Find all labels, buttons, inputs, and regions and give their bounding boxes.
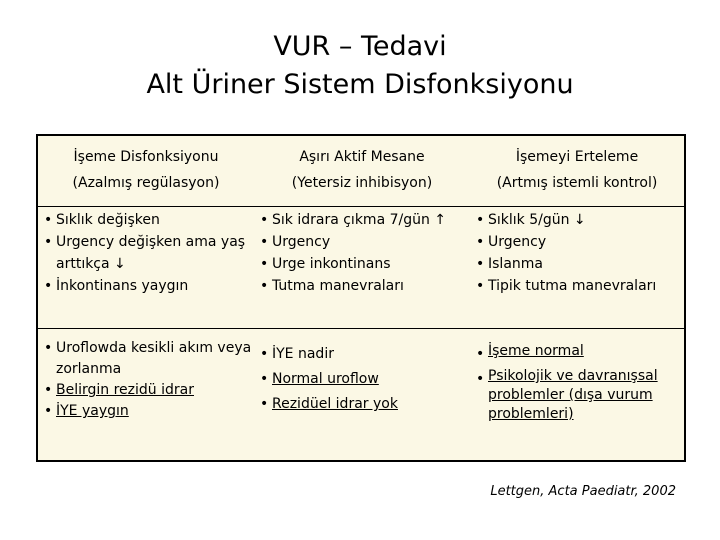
bullet: •: [44, 212, 53, 228]
header-voiding-dysfunction: [38, 136, 254, 206]
table-row-symptoms: [38, 206, 684, 329]
list-item: [44, 275, 254, 297]
list-item-text: Urgency: [272, 234, 331, 250]
bullet: •: [44, 382, 53, 398]
bullet: •: [44, 340, 53, 356]
list-item: [476, 342, 684, 367]
comparison-table: [36, 134, 686, 462]
slide-title: [0, 28, 720, 104]
header-overactive-bladder: [254, 136, 470, 206]
list-item-text: Urgency: [488, 234, 547, 250]
list-item-text: Rezidüel idrar yok: [272, 396, 398, 412]
list-item: [260, 392, 470, 417]
list-item: [260, 209, 470, 231]
table-row-findings: [38, 328, 684, 460]
list-item-text: Psikolojik ve davranışsal problemler (dışa vurum problemleri): [488, 368, 658, 422]
bullet: •: [260, 234, 269, 250]
list-item-text: Normal uroflow: [272, 371, 379, 387]
list-item: [44, 380, 254, 401]
cell-findings-col2: [254, 328, 470, 417]
list-item: [44, 231, 254, 275]
bullet: •: [476, 371, 485, 387]
header-voiding-postponement: [470, 136, 684, 206]
cell-symptoms-col1: [38, 206, 254, 297]
citation: Lettgen, Acta Paediatr, 2002: [490, 484, 676, 499]
list-item-text: İşeme normal: [488, 343, 584, 359]
header-title: İşeme Disfonksiyonu: [73, 149, 219, 165]
list-item-text: Tipik tutma manevraları: [488, 278, 657, 294]
header-title: İşemeyi Erteleme: [515, 149, 639, 165]
bullet: •: [476, 212, 485, 228]
list-item-text: Uroflowda kesikli akım veya zorlanma: [56, 340, 252, 377]
cell-findings-col1: [38, 328, 254, 422]
title-line-2: Alt Üriner Sistem Disfonksiyonu: [146, 69, 574, 100]
bullet: •: [260, 396, 269, 412]
header-subtitle: (Azalmış regülasyon): [72, 175, 220, 191]
list-item: [476, 275, 684, 297]
list-item-text: Islanma: [488, 256, 543, 272]
list-item-text: İYE yaygın: [56, 403, 129, 419]
bullet: •: [44, 403, 53, 419]
list-item: [476, 231, 684, 253]
bullet: •: [476, 346, 485, 362]
bullet: •: [44, 278, 53, 294]
list-item: [476, 253, 684, 275]
list-item: [260, 275, 470, 297]
bullet: •: [260, 212, 269, 228]
list-item-text: Belirgin rezidü idrar: [56, 382, 194, 398]
list-item-text: Urgency değişken ama yaş arttıkça ↓: [56, 234, 246, 272]
list-item-text: Tutma manevraları: [272, 278, 404, 294]
cell-symptoms-col3: [470, 206, 684, 297]
header-subtitle: (Artmış istemli kontrol): [496, 175, 658, 191]
list-item: [44, 401, 254, 422]
list-item: [44, 209, 254, 231]
list-item: [476, 209, 684, 231]
list-item-text: İnkontinans yaygın: [56, 278, 189, 294]
cell-symptoms-col2: [254, 206, 470, 297]
bullet: •: [476, 256, 485, 272]
bullet: •: [260, 278, 269, 294]
list-item-text: Sıklık 5/gün ↓: [488, 212, 586, 228]
list-item: [260, 253, 470, 275]
list-item-text: Sıklık değişken: [56, 212, 160, 228]
list-item: [260, 342, 470, 367]
list-item: [476, 367, 684, 424]
table-header-row: [38, 136, 684, 207]
bullet: •: [476, 278, 485, 294]
bullet: •: [260, 256, 269, 272]
list-item-text: İYE nadir: [272, 346, 334, 362]
bullet: •: [260, 371, 269, 387]
list-item-text: Urge inkontinans: [272, 256, 391, 272]
bullet: •: [260, 346, 269, 362]
cell-findings-col3: [470, 328, 684, 424]
header-subtitle: (Yetersiz inhibisyon): [291, 175, 433, 191]
list-item-text: Sık idrara çıkma 7/gün ↑: [272, 212, 447, 228]
list-item: [44, 338, 254, 380]
bullet: •: [476, 234, 485, 250]
header-title: Aşırı Aktif Mesane: [299, 149, 425, 165]
bullet: •: [44, 234, 53, 250]
title-line-1: VUR – Tedavi: [273, 31, 447, 62]
list-item: [260, 367, 470, 392]
list-item: [260, 231, 470, 253]
